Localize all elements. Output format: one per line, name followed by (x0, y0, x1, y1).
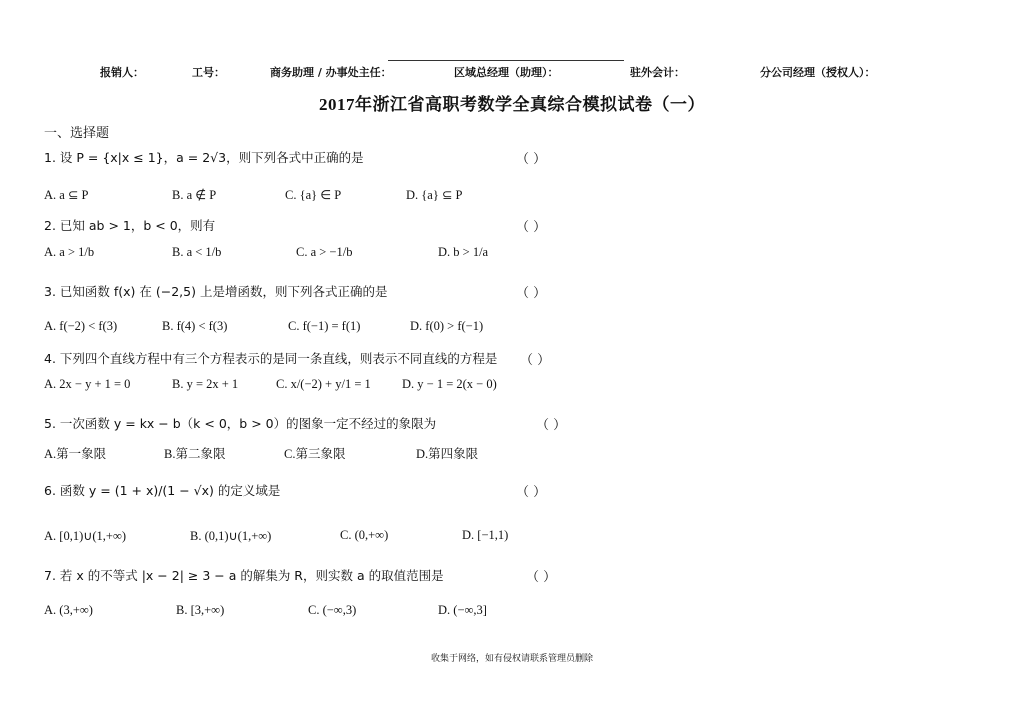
question-6-stem: 6. 函数 y = (1 + x)/(1 − √x) 的定义域是 (44, 483, 281, 498)
question-2-option-d: D. b > 1/a (438, 245, 489, 259)
question-3-option-a: A. f(−2) < f(3) (44, 319, 118, 333)
header-field-employee-id: 工号： (192, 66, 225, 79)
question-6-option-b: B. (0,1)∪(1,+∞) (190, 529, 272, 543)
question-1-option-d: D. {a} ⊆ P (406, 188, 463, 202)
question-5-answer-blank: （ ） (536, 418, 567, 433)
question-1-answer-blank: （ ） (516, 152, 547, 167)
question-5-option-c: C.第三象限 (284, 447, 346, 461)
header-field-business-assistant: 商务助理 / 办事处主任： (270, 66, 392, 79)
question-7-option-a: A. (3,+∞) (44, 603, 93, 617)
footer-disclaimer: 收集于网络，如有侵权请联系管理员删除 (430, 654, 593, 664)
question-3-stem: 3. 已知函数 f(x) 在 (−2,5) 上是增函数，则下列各式正确的是 (44, 284, 388, 299)
question-6-option-c: C. (0,+∞) (340, 528, 389, 542)
question-4-option-d: D. y − 1 = 2(x − 0) (402, 377, 497, 391)
question-1-stem: 1. 设 P = {x|x ≤ 1}，a = 2√3，则下列各式中正确的是 (44, 150, 364, 165)
signature-line (388, 60, 624, 61)
question-5-option-a: A.第一象限 (44, 447, 107, 461)
question-5-option-d: D.第四象限 (416, 447, 479, 461)
question-1-option-a: A. a ⊆ P (44, 188, 89, 202)
question-2-answer-blank: （ ） (516, 220, 547, 235)
question-6-option-a: A. [0,1)∪(1,+∞) (44, 529, 127, 543)
question-3-option-c: C. f(−1) = f(1) (288, 319, 361, 333)
page-title: 2017年浙江省高职考数学全真综合模拟试卷（一） (319, 95, 705, 114)
question-7-option-d: D. (−∞,3] (438, 603, 487, 617)
header-field-regional-manager: 区域总经理（助理）： (454, 66, 559, 79)
question-7-stem: 7. 若 x 的不等式 |x − 2| ≥ 3 − a 的解集为 R，则实数 a 的取值范围是 (44, 568, 444, 583)
question-3-option-b: B. f(4) < f(3) (162, 319, 228, 333)
header-field-accountant: 驻外会计： (630, 66, 685, 79)
header-field-branch-manager: 分公司经理（授权人）： (760, 66, 876, 79)
section-heading: 一、选择题 (44, 126, 110, 141)
question-6-option-d: D. [−1,1) (462, 528, 509, 542)
question-1-option-c: C. {a} ∈ P (285, 188, 342, 202)
question-3-answer-blank: （ ） (516, 286, 547, 301)
question-1-option-b: B. a ∉ P (172, 188, 217, 202)
question-4-option-c: C. x/(−2) + y/1 = 1 (276, 377, 371, 391)
question-2-option-a: A. a > 1/b (44, 245, 95, 259)
question-7-option-b: B. [3,+∞) (176, 603, 225, 617)
question-4-answer-blank: （ ） (520, 353, 551, 368)
question-7-answer-blank: （ ） (526, 570, 557, 585)
question-7-option-c: C. (−∞,3) (308, 603, 357, 617)
question-4-stem: 4. 下列四个直线方程中有三个方程表示的是同一条直线，则表示不同直线的方程是 (44, 351, 498, 366)
question-6-answer-blank: （ ） (516, 485, 547, 500)
question-2-stem: 2. 已知 ab > 1，b < 0，则有 (44, 218, 216, 233)
question-5-stem: 5. 一次函数 y = kx − b（k < 0，b > 0）的图象一定不经过的象限为 (44, 416, 437, 431)
header-field-applicant: 报销人： (100, 66, 144, 79)
question-2-option-c: C. a > −1/b (296, 245, 353, 259)
question-2-option-b: B. a < 1/b (172, 245, 222, 259)
question-4-option-b: B. y = 2x + 1 (172, 377, 239, 391)
question-4-option-a: A. 2x − y + 1 = 0 (44, 377, 131, 391)
question-5-option-b: B.第二象限 (164, 447, 226, 461)
question-3-option-d: D. f(0) > f(−1) (410, 319, 484, 333)
